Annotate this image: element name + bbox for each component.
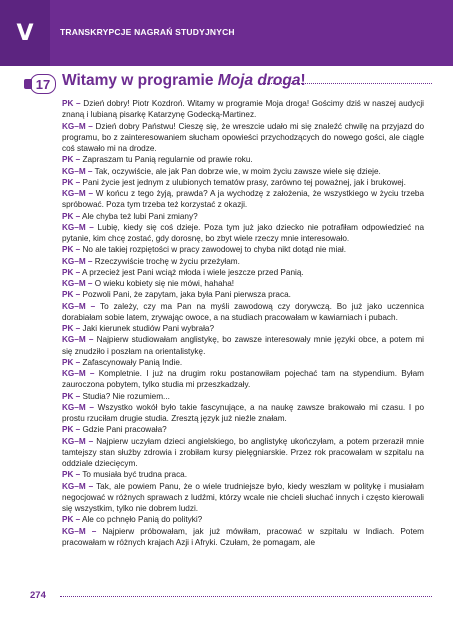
transcript-paragraph xyxy=(62,154,424,165)
transcript-paragraph xyxy=(62,188,424,211)
speaker-label: KG–M – xyxy=(62,121,93,131)
speaker-label: KG–M – xyxy=(62,526,97,536)
speaker-label: PK – xyxy=(62,357,81,367)
paragraph-text: Jaki kierunek studiów Pani wybrała? xyxy=(80,324,214,333)
speaker-label: PK – xyxy=(62,515,81,525)
speaker-label: KG–M – xyxy=(62,166,93,176)
speaker-label: PK – xyxy=(62,177,81,187)
transcript-paragraph xyxy=(62,98,424,121)
speaker-label: PK – xyxy=(62,470,81,480)
speaker-label: PK – xyxy=(62,155,81,165)
speaker-label: PK – xyxy=(62,211,81,221)
paragraph-text: W końcu z tego żyją, prawda? A ja wychodzę z założenia, że wszystkiego w życiu trzeba spróbować. Poza tym trzeba też korzystać z okazji. xyxy=(62,189,424,210)
transcript-paragraph xyxy=(62,391,424,402)
paragraph-text: Dzień dobry! Piotr Kozdroń. Witamy w programie Moja droga! Gościmy dziś w naszej audycji znaną i lubianą pisarkę Katarzynę Godecką-Martinez. xyxy=(62,99,425,120)
transcript-paragraph xyxy=(62,469,424,480)
paragraph-text: Ale chyba też lubi Pani zmiany? xyxy=(80,211,198,221)
paragraph-text: Studia? Nie rozumiem... xyxy=(80,391,170,401)
speaker-label: KG–M – xyxy=(62,436,94,446)
transcript-paragraph xyxy=(62,436,424,470)
speaker-label: KG–M – xyxy=(62,481,94,491)
transcript-paragraph xyxy=(62,289,424,300)
paragraph-text: Zafascynowały Panią Indie. xyxy=(80,357,183,367)
transcript-paragraph xyxy=(62,323,424,334)
transcript-paragraph xyxy=(62,278,424,289)
transcript-paragraph xyxy=(62,424,424,435)
speaker-label: KG–M – xyxy=(62,279,93,288)
speaker-label: PK – xyxy=(62,425,81,435)
paragraph-text: Zapraszam tu Panią regularnie od prawie roku. xyxy=(80,155,253,165)
chapter-title: TRANSKRYPCJE NAGRAŃ STUDYJNYCH xyxy=(60,27,235,37)
transcript-paragraph xyxy=(62,222,424,245)
transcript-paragraph xyxy=(62,244,424,255)
paragraph-text: A przecież jest Pani wciąż młoda i wiele jeszcze przed Panią. xyxy=(80,267,304,277)
speaker-label: KG–M – xyxy=(62,335,94,345)
speaker-label: PK – xyxy=(62,324,81,333)
speaker-label: KG–M – xyxy=(62,189,94,198)
footer-divider xyxy=(60,596,432,597)
speaker-label: KG–M – xyxy=(62,301,96,311)
transcript-paragraph xyxy=(62,368,424,391)
transcript-paragraph xyxy=(62,481,424,515)
transcript-paragraph xyxy=(62,526,424,549)
speaker-label: PK – xyxy=(62,267,81,277)
transcript-paragraph xyxy=(62,177,424,188)
paragraph-text: Wszystko wokół było takie fascynujące, a na naukę zawsze brakowało mi czasu. I po prostu rzuciłam drugie studia. Zresztą język już nieźle znałam. xyxy=(62,402,425,423)
paragraph-text: Najpierw uczyłam dzieci angielskiego, bo anglistykę ukończyłam, a potem przeraził mnie tamtejszy stan służby zdrowia i zrobiłam kursy pielęgniarskie. Przez rok pracowałam w szpitalu na oddziale dziecięcym. xyxy=(62,436,425,468)
speaker-label: KG–M – xyxy=(62,256,93,266)
paragraph-text: Lubię, kiedy się coś dzieje. Poza tym już jako dziecko nie potrafiłam odpowiedzieć na pytanie, kim chcę zostać, gdy dorosnę, bo zbyt wiele rzeczy mnie interesowało. xyxy=(62,222,425,243)
transcript-paragraph xyxy=(62,334,424,357)
chapter-letter: V xyxy=(0,0,50,66)
paragraph-text: O wieku kobiety się nie mówi, hahaha! xyxy=(92,279,235,288)
section-title: Witamy w programie Moja droga! xyxy=(62,72,306,89)
paragraph-text: Najpierw próbowałam, jak już mówiłam, pracować w szpitalu w Indiach. Potem pracowałam w różnych krajach Azji i Afryki. Czułam, że pomagam, ale xyxy=(62,526,425,547)
transcript-paragraph xyxy=(62,211,424,222)
transcript-paragraph xyxy=(62,121,424,155)
speaker-label: KG–M – xyxy=(62,222,94,232)
page-number: 274 xyxy=(30,590,46,601)
section-number-badge: 17 xyxy=(30,74,56,94)
paragraph-text: Gdzie Pani pracowała? xyxy=(80,425,167,435)
paragraph-text: To musiała być trudna praca. xyxy=(80,470,187,480)
title-divider xyxy=(262,83,432,84)
transcript-paragraph xyxy=(62,166,424,177)
transcript-paragraph xyxy=(62,267,424,278)
speaker-label: PK – xyxy=(62,391,81,401)
transcript-paragraph xyxy=(62,301,424,324)
paragraph-text: Najpierw studiowałam anglistykę, bo zawsze interesowały mnie języki obce, a potem mi się znudziło i poszłam na orientalistykę. xyxy=(62,335,425,356)
paragraph-text: To zależy, czy ma Pan na myśli zawodową czy dorywczą. Bo już jako uczennica dorabiałam sobie latem, zrywając owoce, a na studiach pracowałam w kawiarniach i pubach. xyxy=(62,301,425,322)
transcript-paragraph xyxy=(62,256,424,267)
paragraph-text: Pozwoli Pani, że zapytam, jaka była Pani pierwsza praca. xyxy=(80,290,291,300)
speaker-label: PK – xyxy=(62,245,81,255)
transcript-body xyxy=(62,98,424,548)
speaker-label: PK – xyxy=(62,290,81,300)
paragraph-text: Ale co pchnęło Panią do polityki? xyxy=(80,515,203,525)
paragraph-text: Dzień dobry Państwu! Cieszę się, że wreszcie udało mi się znaleźć chwilę na przyjazd do programu, bo z zainteresowaniem słucham opowieści przychodzących do nowego gości, ale ciągle coś stawało mi na drodze. xyxy=(62,121,425,153)
paragraph-text: Tak, oczywiście, ale jak Pan dobrze wie, w moim życiu zawsze wiele się dzieje. xyxy=(92,166,381,176)
paragraph-text: Rzeczywiście trochę w życiu przeżyłam. xyxy=(92,256,240,266)
transcript-paragraph xyxy=(62,514,424,525)
chapter-header xyxy=(0,0,453,66)
speaker-label: PK – xyxy=(62,99,81,108)
paragraph-text: No ale takiej rozpiętości w pracy zawodowej to chyba nikt dotąd nie miał. xyxy=(80,245,346,255)
transcript-paragraph xyxy=(62,357,424,368)
speaker-label: KG–M – xyxy=(62,369,95,378)
transcript-paragraph xyxy=(62,402,424,425)
speaker-label: KG–M – xyxy=(62,402,94,412)
paragraph-text: Pani życie jest jednym z ulubionych tematów prasy, zarówno tej poważnej, jak i brukowej. xyxy=(80,177,406,187)
paragraph-text: Tak, ale powiem Panu, że o wiele trudniejsze było, kiedy weszłam w politykę i musiałam negocjować w różnych sprawach z ludźmi, którzy wcale nie chcieli słuchać innych i często kierowali się wszystkim, tylko nie dobrem ludzi. xyxy=(62,481,424,513)
paragraph-text: Kompletnie. I już na drugim roku postanowiłam pojechać tam na stypendium. Byłam zauroczona pobytem, tylko studia mi przeszkadzały. xyxy=(62,369,424,390)
